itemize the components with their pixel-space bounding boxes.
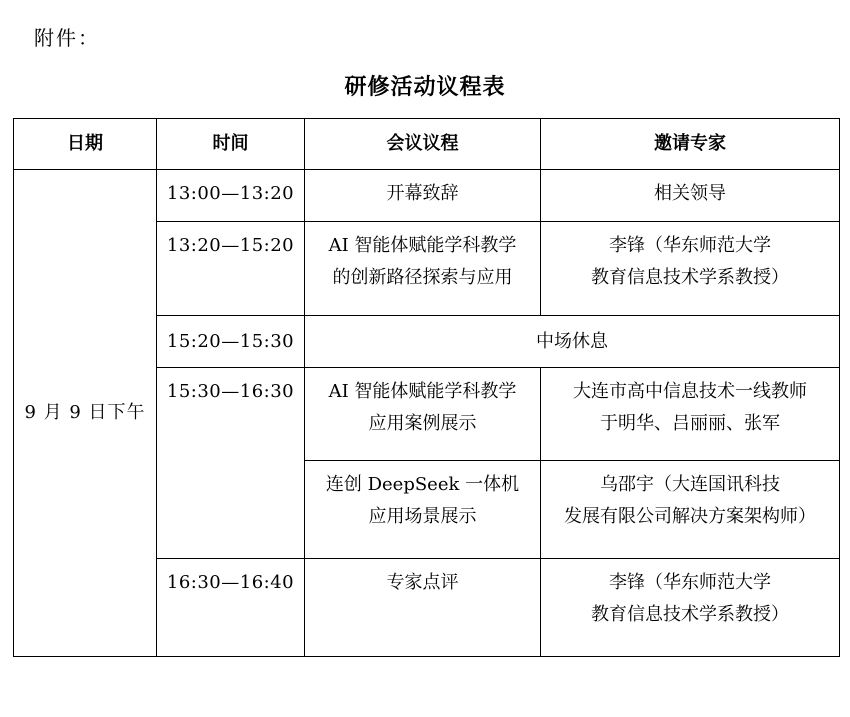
header-experts: 邀请专家 <box>541 119 840 170</box>
agenda-line: 应用案例展示 <box>368 413 477 434</box>
expert-cell <box>541 368 840 461</box>
agenda-table <box>13 118 840 657</box>
table-header-row <box>14 119 840 170</box>
expert-cell <box>541 222 840 316</box>
agenda-cell <box>305 222 541 316</box>
agenda-cell <box>305 461 541 559</box>
header-date: 日期 <box>14 119 157 170</box>
agenda-line: 应用场景展示 <box>368 506 477 527</box>
attachment-label: 附件： <box>34 26 100 50</box>
time-cell: 13:00—13:20 <box>157 170 305 222</box>
agenda-line: AI 智能体赋能学科教学 <box>328 235 517 256</box>
page-title: 研修活动议程表 <box>344 75 506 100</box>
agenda-line: AI 智能体赋能学科教学 <box>328 381 517 402</box>
expert-line: 大连市高中信息技术一线教师 <box>573 381 807 402</box>
time-cell: 16:30—16:40 <box>157 559 305 657</box>
table-row <box>14 170 840 222</box>
expert-line: 教育信息技术学系教授） <box>591 267 789 288</box>
expert-cell <box>541 170 840 222</box>
expert-line: 李锋（华东师范大学 <box>609 235 771 256</box>
expert-line: 乌邵宇（大连国讯科技 <box>600 474 780 495</box>
time-cell: 15:20—15:30 <box>157 316 305 368</box>
expert-line: 相关领导 <box>654 183 726 204</box>
expert-line: 于明华、吕丽丽、张军 <box>600 413 780 434</box>
break-cell: 中场休息 <box>305 316 840 368</box>
expert-line: 教育信息技术学系教授） <box>591 604 789 625</box>
header-agenda: 会议议程 <box>305 119 541 170</box>
agenda-line: 开幕致辞 <box>386 183 459 204</box>
header-time: 时间 <box>157 119 305 170</box>
time-cell: 15:30—16:30 <box>157 368 305 559</box>
date-cell: 9 月 9 日下午 <box>14 170 157 657</box>
agenda-cell <box>305 368 541 461</box>
agenda-line: 的创新路径探索与应用 <box>332 267 513 288</box>
time-cell: 13:20—15:20 <box>157 222 305 316</box>
expert-cell <box>541 559 840 657</box>
agenda-cell <box>305 170 541 222</box>
expert-line: 发展有限公司解决方案架构师） <box>564 506 816 527</box>
agenda-line: 专家点评 <box>386 572 459 593</box>
agenda-cell <box>305 559 541 657</box>
agenda-line: 连创 DeepSeek 一体机 <box>325 474 520 495</box>
expert-cell <box>541 461 840 559</box>
expert-line: 李锋（华东师范大学 <box>609 572 771 593</box>
